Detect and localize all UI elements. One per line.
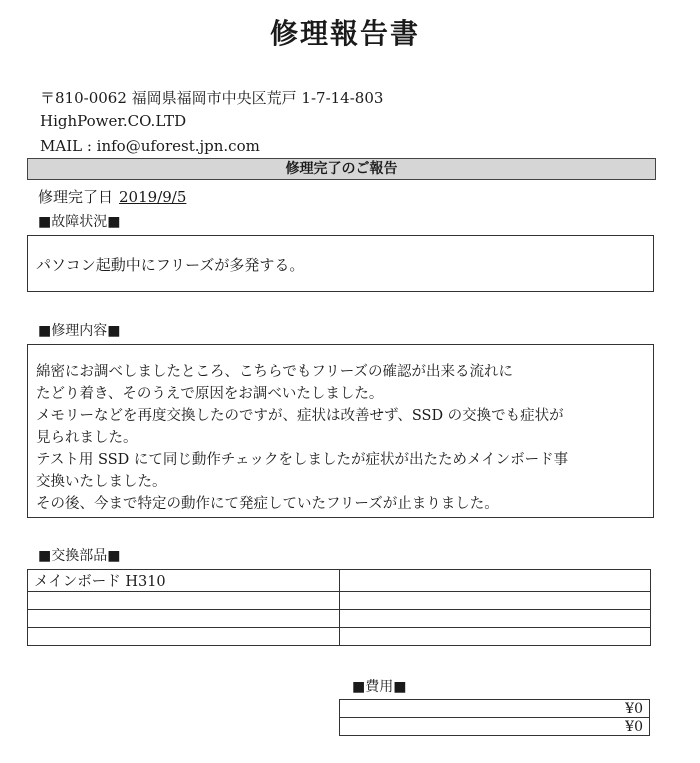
address-line: 〒810-0062 福岡県福岡市中央区荒戸 1-7-14-803 (40, 89, 384, 107)
parts-table (27, 569, 651, 646)
failure-box (27, 235, 654, 292)
repair-line: 見られました。 (36, 430, 138, 446)
part-name-cell (28, 592, 340, 610)
part-detail-cell (339, 610, 651, 628)
completion-date-label: 修理完了日 (38, 188, 114, 206)
part-detail-cell (339, 570, 651, 592)
document-title: 修理報告書 (269, 17, 420, 50)
parts-heading: ■交換部品■ (38, 548, 121, 564)
table-row (28, 592, 651, 610)
table-row (28, 610, 651, 628)
repair-line: 交換いたしました。 (36, 474, 167, 490)
repair-text (36, 361, 568, 515)
table-row (28, 570, 651, 592)
table-row (340, 700, 650, 718)
cost-value-cell: ¥0 (340, 718, 650, 736)
company-name: HighPower.CO.LTD (40, 112, 187, 130)
table-row (340, 718, 650, 736)
repair-line: 綿密にお調べしましたところ、こちらでもフリーズの確認が出来る流れに (36, 364, 514, 380)
repair-box (27, 344, 654, 518)
completion-date-row (38, 186, 186, 207)
cost-table (339, 699, 650, 736)
completion-date-value: 2019/9/5 (119, 188, 187, 206)
part-name-cell (28, 610, 340, 628)
part-name-cell (28, 628, 340, 646)
mail-line: MAIL : info@uforest.jpn.com (40, 137, 260, 155)
cost-heading: ■費用■ (352, 679, 407, 695)
table-row (28, 628, 651, 646)
part-detail-cell (339, 592, 651, 610)
repair-line: メモリーなどを再度交換したのですが、症状は改善せず、SSD の交換でも症状が (36, 408, 564, 424)
part-name-cell: メインボード H310 (28, 570, 340, 592)
failure-text: パソコン起動中にフリーズが多発する。 (36, 256, 305, 274)
repair-line: たどり着き、そのうえで原因をお調べいたしました。 (36, 386, 384, 402)
failure-heading: ■故障状況■ (38, 214, 121, 230)
part-detail-cell (339, 628, 651, 646)
cost-value-cell: ¥0 (340, 700, 650, 718)
repair-line: その後、今まで特定の動作にて発症していたフリーズが止まりました。 (36, 496, 499, 512)
repair-heading: ■修理内容■ (38, 323, 121, 339)
completion-header-bar: 修理完了のご報告 (27, 158, 656, 180)
repair-line: テスト用 SSD にて同じ動作チェックをしましたが症状が出たためメインボード事 (36, 452, 569, 468)
